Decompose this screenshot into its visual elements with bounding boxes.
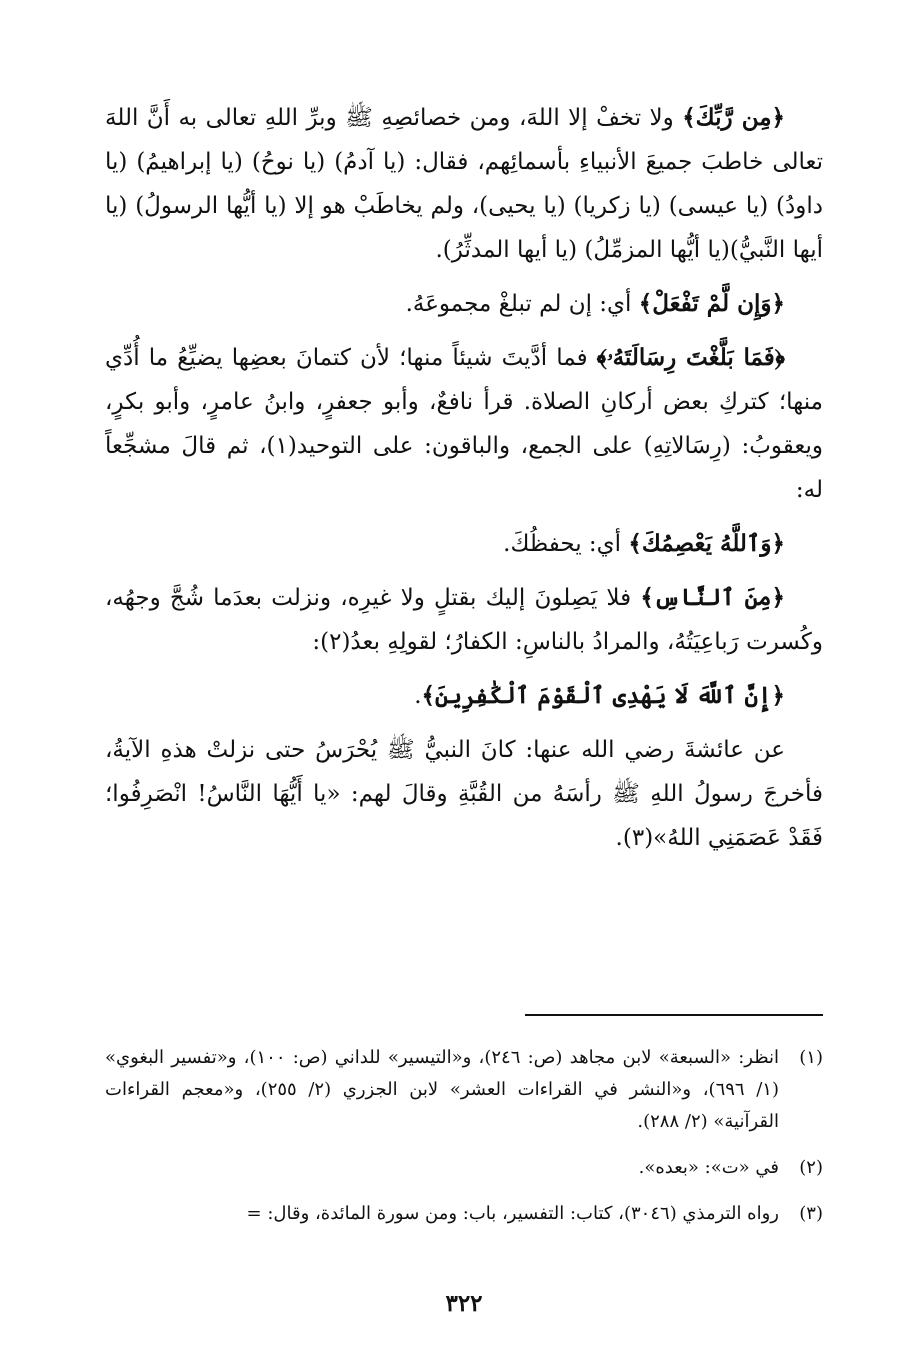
book-page	[105, 0, 823, 1371]
paragraph-text: عن عائشةَ رضي الله عنها: كانَ النبيُّ ﷺ يُحْرَسُ حتى نزلتْ هذهِ الآيةُ، فأخرجَ رسولُ اللهِ ﷺ رأسَهُ من القُبَّةِ وقالَ لهم: «يا أَيُّهَا النَّاسُ! انْصَرِفُوا؛ فَقَدْ عَصَمَنِي اللهُ»(٣).	[105, 737, 823, 851]
paragraph-text: ولا تخفْ إلا اللهَ، ومن خصائصِهِ ﷺ وبرِّ اللهِ تعالى به أَنَّ اللهَ تعالى خاطبَ جميعَ الأنبياءِ بأسمائِهم، فقال: (يا آدمُ) (يا نوحُ) (يا إبراهيمُ) (يا داودُ) (يا عيسى) (يا زكريا) (يا يحيى)، ولم يخاطَبْ هو إلا (يا أيُّها الرسولُ) (يا أيها النَّبيُّ)(يا أيُّها المزمِّلُ) (يا أيها المدثِّرُ).	[105, 105, 824, 263]
footnote-separator	[525, 1014, 823, 1016]
quran-quote: ﴿وَٱللَّهُ يَعْصِمُكَ﴾	[628, 530, 785, 557]
paragraph-7	[105, 728, 823, 860]
paragraph-text: فما أدَّيتَ شيئاً منها؛ لأن كتمانَ بعضِها يضيِّعُ ما أُدِّي منها؛ كتركِ بعض أركانِ الصلاة. قرأ نافعٌ، وأبو جعفرٍ، وابنُ عامرٍ، وأبو بكرٍ، ويعقوبُ: (رِسَالاتِهِ) على الجمع، والباقون: على التوحيد(١)، ثم قالَ مشجِّعاً له:	[105, 345, 823, 503]
quran-quote: ﴿إِنَّ ٱللَّهَ لَا يَهْدِى ٱلْقَوْمَ ٱلْكَٰفِرِينَ﴾	[421, 682, 785, 709]
paragraph-text: فلا يَصِلونَ إليك بقتلٍ ولا غيرِه، ونزلت بعدَما شُجَّ وجهُه، وكُسرت رَباعِيَتُهُ، والمرادُ بالناسِ: الكفارُ؛ لقولِهِ بعدُ(٢):	[105, 585, 823, 655]
quran-quote: ﴿فَمَا بَلَّغْتَ رِسَالَتَهُۥ﴾	[596, 344, 785, 371]
quran-quote: ﴿مِن رَّبِّكَ﴾	[682, 104, 785, 131]
paragraph-2	[105, 282, 823, 326]
footnote-1	[105, 1042, 823, 1138]
paragraph-1	[105, 96, 823, 272]
footnote-number: (٣)	[799, 1203, 823, 1224]
paragraph-text: أي: يحفظُكَ.	[503, 531, 629, 557]
paragraph-3	[105, 336, 823, 512]
quran-quote: ﴿مِنَ ٱلنَّاسِ﴾	[640, 584, 785, 611]
footnotes	[105, 1042, 823, 1244]
footnote-text: انظر: «السبعة» لابن مجاهد (ص: ٢٤٦)، و«التيسير» للداني (ص: ١٠٠)، و«تفسير البغوي» (١/ ٦٩٦)، و«النشر في القراءات العشر» لابن الجزري (٢/ ٢٥٥)، و«معجم القراءات القرآنية» (٢/ ٢٨٨).	[105, 1047, 779, 1132]
quran-quote: ﴿وَإِن لَّمْ تَفْعَلْ﴾	[638, 290, 785, 317]
footnote-number: (١)	[799, 1047, 823, 1068]
footnote-3	[105, 1198, 823, 1230]
footnote-text: في «ت»: «بعده».	[638, 1157, 779, 1178]
footnote-2	[105, 1152, 823, 1184]
paragraph-4	[105, 522, 823, 566]
footnote-number: (٢)	[799, 1157, 823, 1178]
paragraph-5	[105, 576, 823, 664]
main-text	[105, 96, 823, 870]
paragraph-6	[105, 674, 823, 718]
page-number: ٣٢٢	[445, 1290, 483, 1317]
footnote-text: رواه الترمذي (٣٠٤٦)، كتاب: التفسير، باب: ومن سورة المائدة، وقال: =	[246, 1203, 779, 1224]
paragraph-text: أي: إن لم تبلغْ مجموعَهُ.	[405, 291, 639, 317]
paragraph-text: .	[414, 683, 422, 709]
